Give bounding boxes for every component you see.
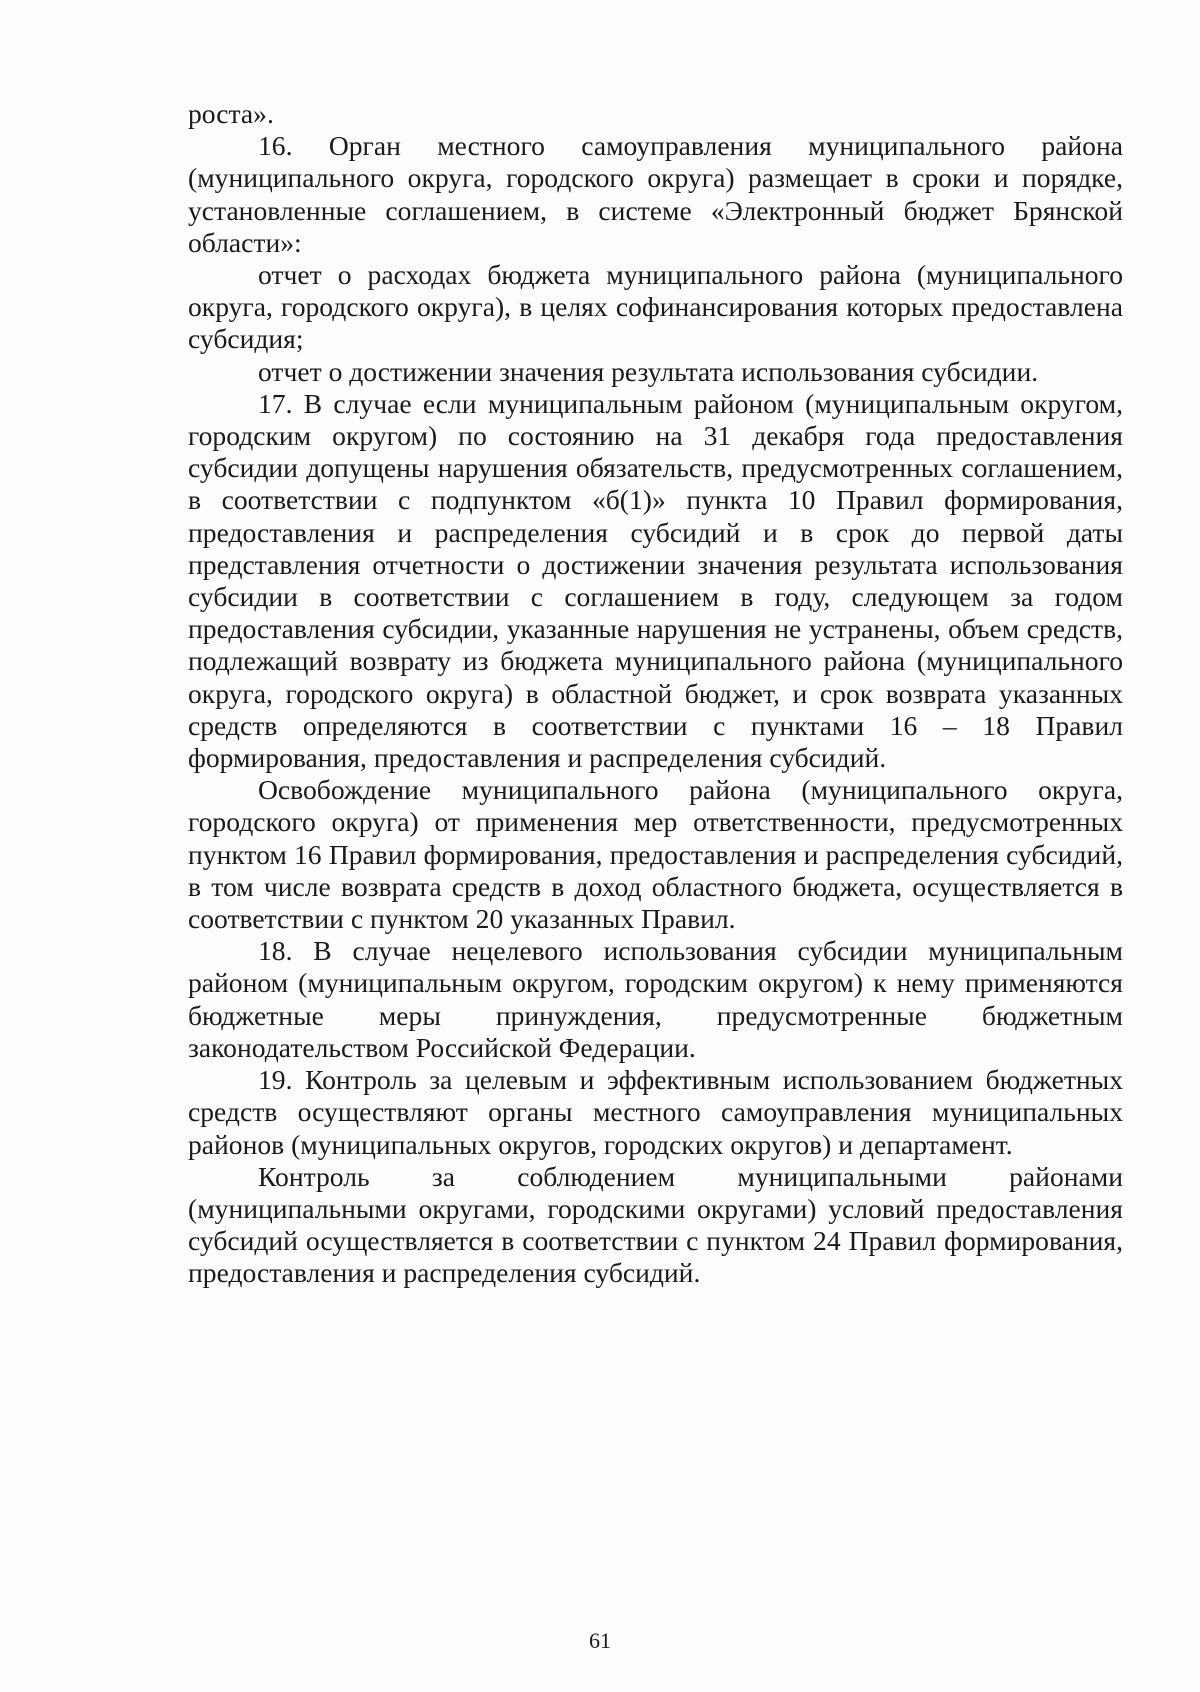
- paragraph-exemption: Освобождение муниципального района (муниципального округа, городского округа) от применения мер ответственности, предусмотренных пунктом 16 Правил формирования, предоставления и распределения субсидий, в том числе возврата средств в доход областного бюджета, осуществляется в соответствии с пунктом 20 указанных Правил.: [188, 774, 1123, 935]
- document-body: [188, 98, 1123, 1290]
- paragraph-item-17: 17. В случае если муниципальным районом (муниципальным округом, городским округом) по состоянию на 31 декабря года предоставления субсидии допущены нарушения обязательств, предусмотренных соглашением, в соответствии с подпунктом «б(1)» пункта 10 Правил формирования, предоставления и распределения субсидий и в срок до первой даты представления отчетности о достижении значения результата использования субсидии в соответствии с соглашением в году, следующем за годом предоставления субсидии, указанные нарушения не устранены, объем средств, подлежащий возврату из бюджета муниципального района (муниципального округа, городского округа) в областной бюджет, и срок возврата указанных средств определяются в соответствии с пунктами 16 – 18 Правил формирования, предоставления и распределения субсидий.: [188, 387, 1123, 774]
- paragraph-result-report: отчет о достижении значения результата использования субсидии.: [258, 355, 1039, 387]
- paragraph-item-18: 18. В случае нецелевого использования субсидии муниципальным районом (муниципальным округом, городским округом) к нему применяются бюджетные меры принуждения, предусмотренные бюджетным законодательством Российской Федерации.: [188, 935, 1123, 1063]
- paragraph-compliance-control: Контроль за соблюдением муниципальными районами (муниципальными округами, городскими округами) условий предоставления субсидий осуществляется в соответствии с пунктом 24 Правил формирования, предоставления и распределения субсидий.: [188, 1160, 1123, 1289]
- paragraph-item-16: 16. Орган местного самоуправления муниципального района (муниципального округа, городского округа) размещает в сроки и порядке, установленные соглашением, в системе «Электронный бюджет Брянской области»:: [188, 130, 1123, 258]
- paragraph-continuation: роста».: [188, 98, 274, 129]
- paragraph-expense-report: отчет о расходах бюджета муниципального района (муниципального округа, городского округа), в целях софинансирования которых предоставлена субсидия;: [188, 259, 1123, 355]
- page-number: 61: [589, 1628, 611, 1653]
- paragraph-item-19: 19. Контроль за целевым и эффективным использованием бюджетных средств осуществляют органы местного самоуправления муниципальных районов (муниципальных округов, городских округов) и департамент.: [188, 1064, 1123, 1160]
